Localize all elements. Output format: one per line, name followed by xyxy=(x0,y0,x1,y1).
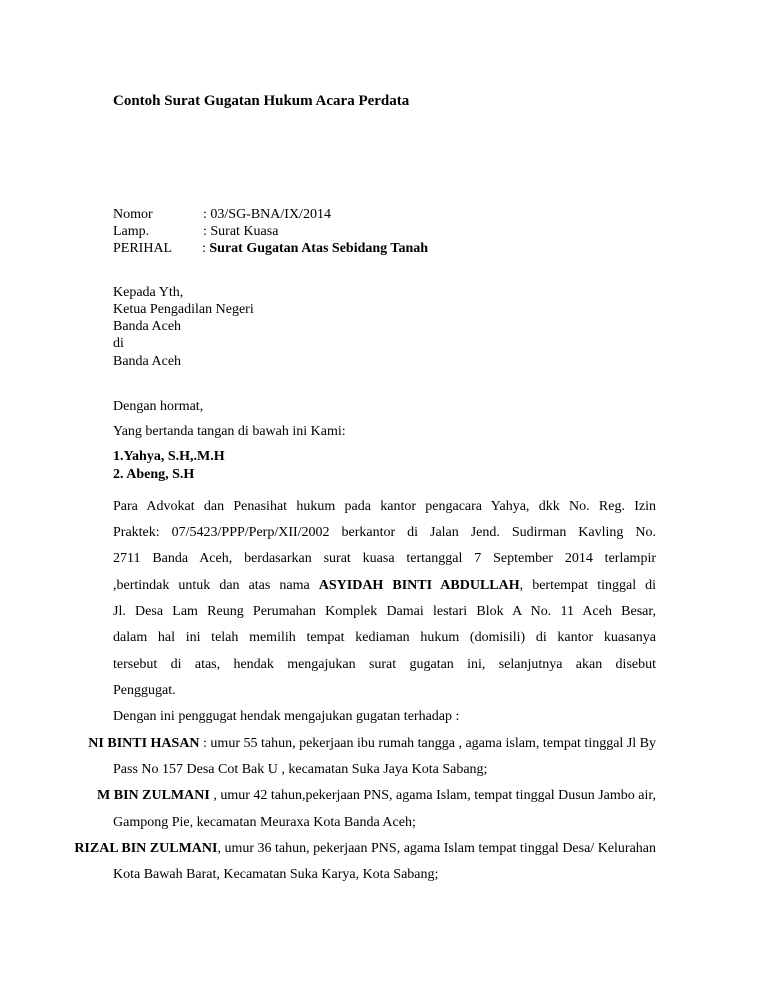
perihal-value xyxy=(202,241,428,257)
against-intro: Dengan ini penggugat hendak mengajukan gugatan terhadap : xyxy=(113,709,460,724)
penggugat-label: Penggugat. xyxy=(113,683,176,698)
body-line: dalam hal ini telah memilih tempat kediaman hukum (domisili) di kantor kuasanya xyxy=(113,630,656,645)
lamp-value: : Surat Kuasa xyxy=(203,224,279,239)
client-name: ASYIDAH BINTI ABDULLAH xyxy=(318,578,520,593)
defendant-1-line xyxy=(88,735,656,753)
intro-text: Yang bertanda tangan di bawah ini Kami: xyxy=(113,424,346,439)
addressee-line: Kepada Yth, xyxy=(113,285,184,300)
body-line: Praktek: 07/5423/PPP/Perp/XII/2002 berkantor di Jalan Jend. Sudirman Kavling No. xyxy=(113,525,656,540)
addressee-line: Banda Aceh xyxy=(113,319,182,334)
defendant-2-details: , umur 42 tahun,pekerjaan PNS, agama Islam, tempat tinggal Dusun Jambo air, xyxy=(209,788,656,803)
greeting: Dengan hormat, xyxy=(113,399,204,414)
addressee-line: di xyxy=(113,336,124,351)
defendant-1-address: Pass No 157 Desa Cot Bak U , kecamatan Suka Jaya Kota Sabang; xyxy=(113,762,488,777)
perihal-colon: : xyxy=(202,241,210,256)
perihal-label: PERIHAL xyxy=(113,241,173,256)
body-line: Jl. Desa Lam Reung Perumahan Komplek Damai lestari Blok A No. 11 Aceh Besar, xyxy=(113,604,656,619)
body-line: tersebut di atas, hendak mengajukan surat gugatan ini, selanjutnya akan disebut xyxy=(113,657,656,672)
defendant-2-name: M BIN ZULMANI xyxy=(97,788,210,803)
defendant-1-name: NI BINTI HASAN xyxy=(88,736,200,751)
document-title: Contoh Surat Gugatan Hukum Acara Perdata xyxy=(113,93,410,109)
lamp-label: Lamp. xyxy=(113,224,150,239)
defendant-2-address: Gampong Pie, kecamatan Meuraxa Kota Banda Aceh; xyxy=(113,815,416,830)
addressee-line: Banda Aceh xyxy=(113,354,182,369)
client-post: , bertempat tinggal di xyxy=(519,578,657,593)
defendant-2-line xyxy=(97,787,656,805)
body-line: Para Advokat dan Penasihat hukum pada kantor pengacara Yahya, dkk No. Reg. Izin xyxy=(113,499,656,514)
nomor-value: : 03/SG-BNA/IX/2014 xyxy=(203,207,331,222)
signer-2: 2. Abeng, S.H xyxy=(113,467,195,482)
nomor-label: Nomor xyxy=(113,207,153,222)
body-line: 2711 Banda Aceh, berdasarkan surat kuasa tertanggal 7 September 2014 terlampir xyxy=(113,551,656,566)
defendant-3-details: , umur 36 tahun, pekerjaan PNS, agama Islam tempat tinggal Desa/ Kelurahan xyxy=(217,841,656,856)
perihal-subject: Surat Gugatan Atas Sebidang Tanah xyxy=(209,241,429,256)
addressee-line: Ketua Pengadilan Negeri xyxy=(113,302,254,317)
defendant-3-line xyxy=(74,840,656,858)
body-line-client xyxy=(113,577,656,595)
client-pre: ,bertindak untuk dan atas nama xyxy=(113,578,319,593)
defendant-1-details: : umur 55 tahun, pekerjaan ibu rumah tangga , agama islam, tempat tinggal Jl By xyxy=(199,736,656,751)
defendant-3-address: Kota Bawah Barat, Kecamatan Suka Karya, Kota Sabang; xyxy=(113,867,439,882)
defendant-3-name: RIZAL BIN ZULMANI xyxy=(74,841,218,856)
signer-1: 1.Yahya, S.H,.M.H xyxy=(113,449,225,464)
